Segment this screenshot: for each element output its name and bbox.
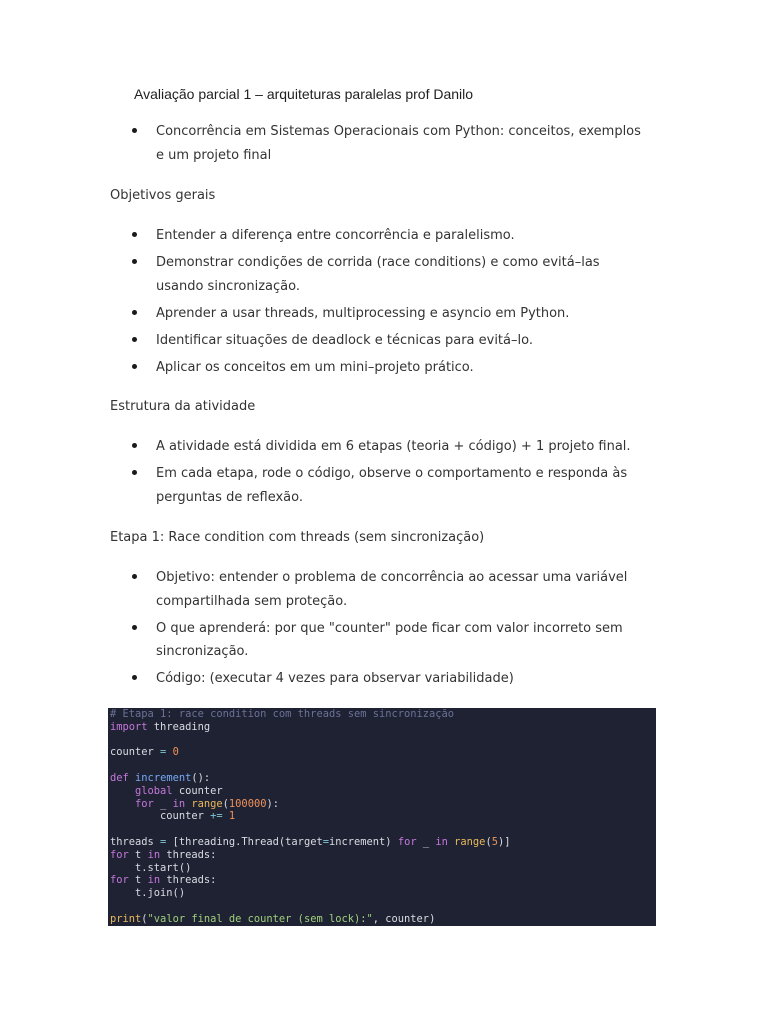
code-token: counter	[110, 810, 211, 823]
bullet-icon	[132, 675, 137, 680]
code-token: for	[110, 874, 129, 887]
estrutura-bullet-list	[0, 435, 768, 513]
list-item-text: Código: (executar 4 vezes para observar variabilidade)	[156, 671, 514, 686]
code-line	[110, 785, 656, 798]
code-token: 1	[228, 810, 236, 823]
bullet-icon	[132, 337, 137, 342]
code-token: t.join()	[110, 887, 186, 900]
code-token: (	[141, 912, 148, 925]
bullet-icon	[132, 574, 137, 579]
code-line	[110, 772, 656, 785]
list-item	[0, 617, 646, 664]
code-token: range	[454, 835, 486, 848]
bullet-icon	[132, 470, 137, 475]
bullet-icon	[132, 625, 137, 630]
code-token: (	[222, 797, 229, 810]
code-token: for	[135, 797, 154, 810]
code-token: ):	[266, 797, 279, 810]
list-item	[0, 356, 646, 380]
code-line	[110, 759, 656, 772]
bullet-icon	[132, 364, 137, 369]
code-line	[110, 721, 656, 734]
list-item-text: Concorrência em Sistemas Operacionais com Python: conceitos, exemplos e um projeto final	[156, 124, 641, 163]
code-token: global	[135, 784, 173, 797]
code-token: in	[147, 848, 161, 861]
code-line	[110, 708, 656, 721]
code-token: =	[322, 835, 329, 848]
section-heading-estrutura: Estrutura da atividade	[110, 399, 256, 414]
code-line	[110, 798, 656, 811]
code-line	[110, 836, 656, 849]
code-token: threads	[110, 835, 161, 848]
list-item-text: Em cada etapa, rode o código, observe o comportamento e responda às perguntas de reflexão.	[156, 466, 628, 505]
list-item-text: A atividade está dividida em 6 etapas (teoria + código) + 1 projeto final.	[156, 439, 631, 454]
code-line	[110, 874, 656, 887]
code-token: ():	[191, 771, 211, 784]
bullet-icon	[132, 128, 137, 133]
list-item-text: Aplicar os conceitos em um mini–projeto prático.	[156, 359, 474, 375]
code-token: , counter)	[372, 912, 436, 925]
code-token: def	[110, 771, 129, 784]
code-token: +=	[210, 810, 223, 823]
code-token: threads:	[160, 848, 217, 861]
list-item-text: Entender a diferença entre concorrência e paralelismo.	[156, 228, 515, 243]
code-token: for	[397, 835, 417, 848]
list-item-text: Aprender a usar threads, multiprocessing e asyncio em Python.	[156, 305, 570, 321]
bullet-icon	[132, 443, 137, 448]
list-item	[0, 302, 646, 326]
objetivos-bullet-list	[0, 224, 768, 383]
code-token: "valor final de counter (sem lock):"	[147, 912, 373, 925]
code-token: 0	[172, 746, 179, 759]
code-line	[110, 823, 656, 836]
list-item	[0, 224, 646, 248]
list-item-text: O que aprenderá: por que "counter" pode ficar com valor incorreto sem sincronização.	[156, 620, 623, 659]
list-item	[0, 667, 646, 691]
bullet-icon	[132, 310, 137, 315]
code-token: # Etapa 1: race condition com threads sem sincronização	[110, 708, 455, 720]
code-token: counter	[110, 746, 161, 759]
code-token: t	[128, 874, 148, 887]
list-item-text: Identificar situações de deadlock e técnicas para evitá–lo.	[156, 332, 533, 348]
code-block	[108, 708, 656, 926]
list-item	[0, 251, 646, 298]
list-item-text: Demonstrar condições de corrida (race conditions) e como evitá–las usando sincronização.	[156, 255, 600, 294]
section-heading-etapa-1: Etapa 1: Race condition com threads (sem sincronização)	[110, 530, 485, 545]
code-token: counter	[172, 784, 223, 797]
code-token: increment)	[328, 835, 398, 848]
list-item	[0, 462, 646, 509]
code-line	[110, 734, 656, 747]
code-token: t.start()	[110, 861, 192, 874]
code-line	[110, 849, 656, 862]
code-token: _	[153, 797, 173, 810]
code-token: threads:	[160, 874, 217, 887]
etapa-1-bullet-list	[0, 566, 768, 694]
code-token: increment	[135, 771, 192, 784]
list-item	[0, 566, 646, 613]
code-token: import	[110, 720, 148, 733]
code-token: threading	[147, 720, 211, 733]
code-line	[110, 900, 656, 913]
code-token: in	[435, 835, 448, 848]
code-line	[110, 913, 656, 926]
code-token: in	[147, 874, 161, 887]
code-token: print	[110, 912, 142, 925]
code-token: range	[191, 797, 223, 810]
code-token: _	[416, 835, 436, 848]
code-token: =	[160, 746, 167, 759]
list-item	[0, 435, 646, 459]
code-token: 100000	[228, 797, 267, 810]
bullet-icon	[132, 259, 137, 264]
code-token: in	[172, 797, 186, 810]
section-heading-objetivos: Objetivos gerais	[110, 188, 216, 203]
code-token: 5	[491, 835, 498, 848]
code-token	[110, 798, 135, 810]
code-token	[110, 785, 135, 797]
code-token: t	[128, 848, 148, 861]
list-item	[0, 329, 646, 353]
code-line	[110, 862, 656, 875]
code-line	[110, 746, 656, 759]
intro-bullet-list	[0, 120, 768, 171]
bullet-icon	[132, 232, 137, 237]
code-token: [threading.Thread(target	[166, 835, 323, 848]
code-token: (	[485, 835, 492, 848]
code-token: )]	[497, 835, 511, 848]
code-token: for	[110, 848, 129, 861]
code-line	[110, 887, 656, 900]
code-token: =	[160, 835, 167, 848]
list-item-text: Objetivo: entender o problema de concorrência ao acessar uma variável compartilhada sem proteção.	[156, 570, 628, 609]
list-item	[0, 120, 646, 167]
code-line	[110, 810, 656, 823]
document-title: Avaliação parcial 1 – arquiteturas paralelas prof Danilo	[134, 86, 474, 102]
